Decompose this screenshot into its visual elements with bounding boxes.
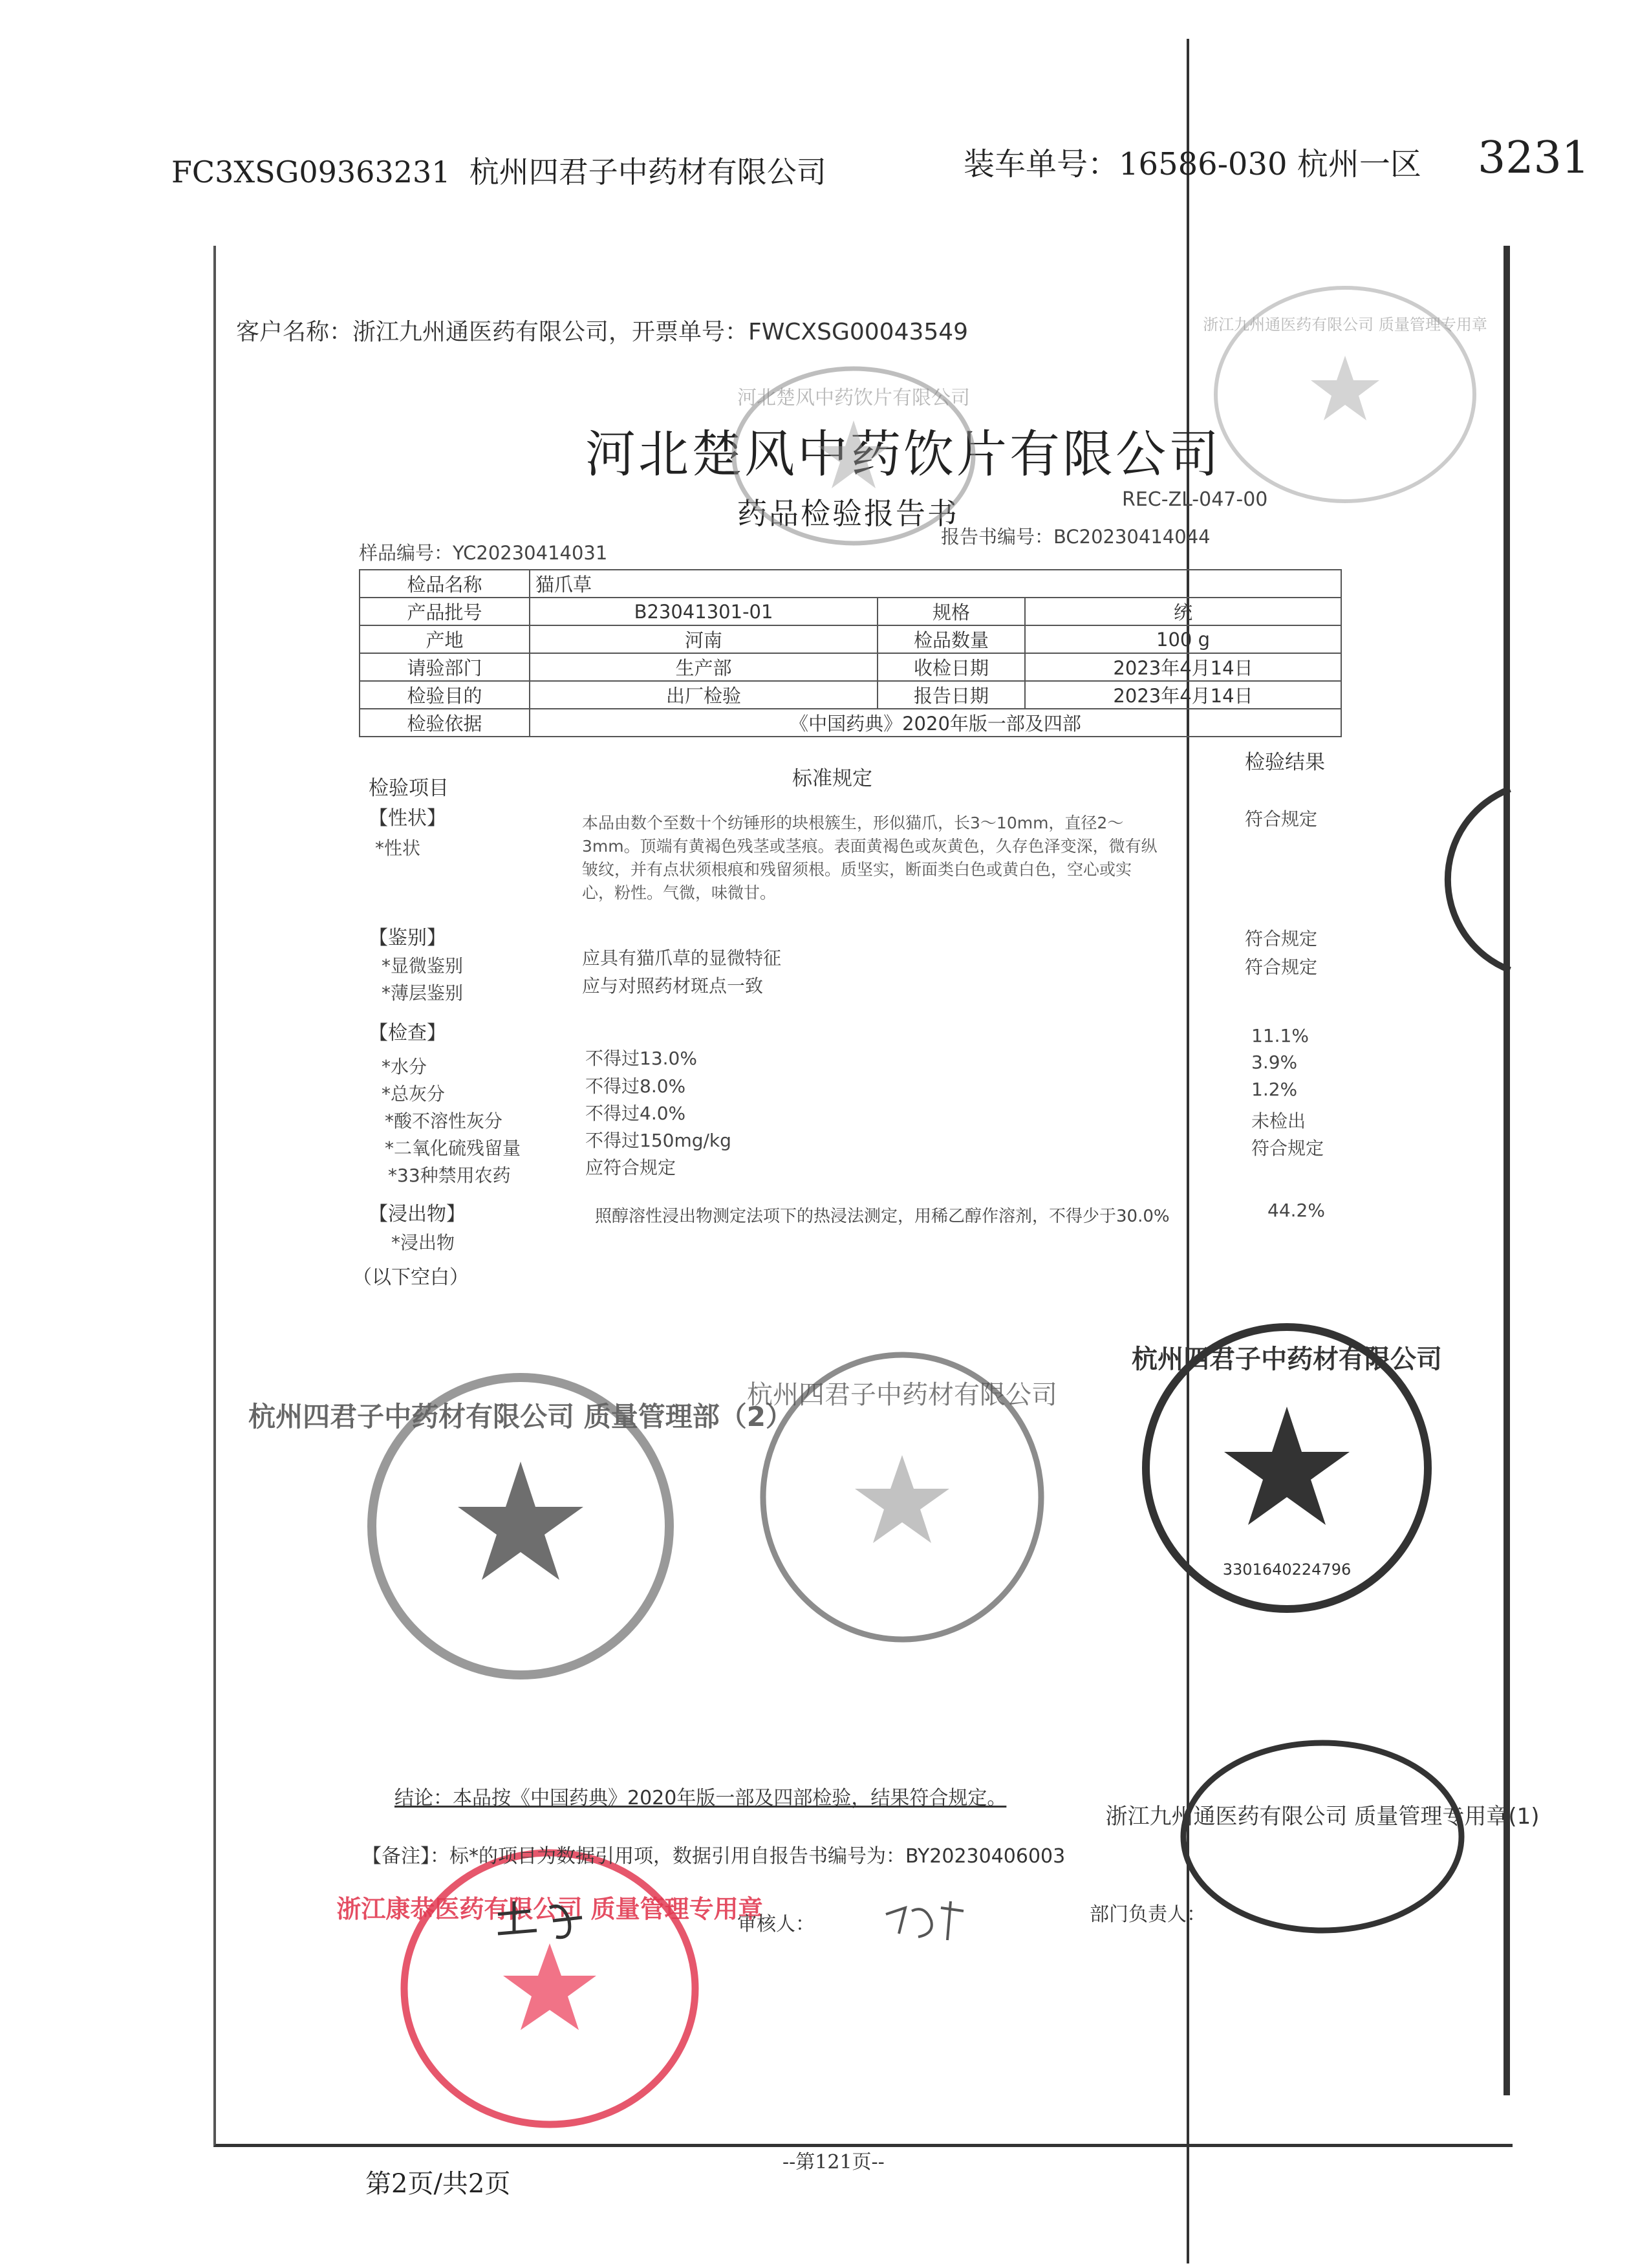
blank-note: （以下空白） [352,1266,469,1289]
report-date-value: 2023年4月14日 [1025,681,1341,709]
acid-ash-standard: 不得过4.0% [585,1103,686,1124]
traits-standard-line: 心，粉性。气微，味微甘。 [582,883,777,902]
section-traits: 【性状】 [369,807,446,830]
scan-page-number: --第121页-- [782,2151,885,2174]
micro-standard: 应具有猫爪草的显微特征 [582,947,782,969]
edge-stamp-fragment [1481,783,1510,977]
traits-standard-line: 3mm。顶端有黄褐色残茎或茎痕。表面黄褐色或灰黄色，久存色泽变深，微有纵 [582,837,1158,856]
remark: 【备注】：标*的项目为数据引用项，数据引用自报告书编号为：BY20230406003 [362,1845,1066,1868]
right-company-stamp [1132,1316,1442,1620]
standard-column-header: 标准规定 [792,767,872,790]
report-number: 报告书编号：BC20230414044 [941,526,1211,548]
origin-label: 产地 [360,625,530,653]
item-column-header: 检验项目 [369,777,449,800]
water-result: 11.1% [1251,1025,1309,1046]
pesticide-standard: 应符合规定 [585,1157,676,1178]
right-stamp-code: 3301640224796 [1222,1561,1352,1579]
customer-line: 客户名称：浙江九州通医药有限公司，开票单号：FWCXSG00043549 [236,319,969,345]
header-left [171,149,826,191]
report-company: 河北楚风中药饮片有限公司 [585,426,1222,484]
origin-value: 河南 [530,625,878,653]
reviewer-signature [879,1895,976,1947]
extract-standard: 照醇溶性浸出物测定法项下的热浸法测定，用稀乙醇作溶剂，不得少于30.0% [595,1207,1170,1226]
inspector-signature [491,1895,588,1947]
extract-item: *浸出物 [391,1232,455,1253]
red-stamp-text: 浙江康恭医药有限公司 质量管理专用章 [336,1895,763,1923]
ash-result: 3.9% [1251,1052,1298,1073]
traits-result: 符合规定 [1245,808,1318,830]
acid-ash-item: *酸不溶性灰分 [385,1110,503,1132]
loading-label: 装车单号： [964,146,1119,182]
form-code: REC-ZL-047-00 [1122,488,1268,511]
traits-item: *性状 [375,837,421,859]
page-number: 第2页/共2页 [365,2169,511,2199]
report-title: 药品检验报告书 [737,496,959,531]
so2-standard: 不得过150mg/kg [585,1130,731,1151]
purpose-label: 检验目的 [360,681,530,709]
top-center-stamp [724,359,983,553]
middle-company-stamp [747,1345,1057,1649]
recv-date-label: 收检日期 [878,653,1025,681]
left-quality-stamp [248,1365,793,1688]
conclusion: 结论：本品按《中国药典》2020年版一部及四部检验，结果符合规定。 [394,1787,1007,1809]
batch-value: B23041301-01 [530,598,878,625]
result-column-header: 检验结果 [1245,751,1325,774]
info-table [359,569,1342,737]
qty-value: 100 g [1025,625,1341,653]
bottom-right-stamp-text: 浙江九州通医药有限公司 质量管理专用章(1) [1105,1804,1540,1830]
top-right-stamp [1203,278,1487,511]
tlc-item: *薄层鉴别 [382,982,464,1004]
dept-head-label: 部门负责人： [1090,1903,1206,1926]
water-standard: 不得过13.0% [585,1048,697,1069]
area: 杭州一区 [1297,146,1421,182]
right-stamp-text: 杭州四君子中药材有限公司 [1132,1345,1442,1374]
spec-label: 规格 [878,598,1025,625]
table-row [360,570,1341,598]
recv-date-value: 2023年4月14日 [1025,653,1341,681]
reviewer-label: 审核人： [737,1913,815,1936]
so2-item: *二氧化硫残留量 [385,1138,521,1159]
name-value: 猫爪草 [530,570,1341,598]
batch-label: 产品批号 [360,598,530,625]
top-center-stamp-text: 河北楚风中药饮片有限公司 [737,387,970,409]
traits-standard-line: 皱纹，并有点状须根痕和残留须根。质坚实，断面类白色或黄白色，空心或实 [582,860,1132,879]
basis-value: 《中国药典》2020年版一部及四部 [530,709,1341,737]
table-row [360,625,1341,653]
ash-standard: 不得过8.0% [585,1075,686,1097]
ash-item: *总灰分 [382,1083,446,1105]
table-row [360,709,1341,737]
section-inspection: 【检查】 [369,1022,446,1044]
water-item: *水分 [382,1056,427,1077]
report-date-label: 报告日期 [878,681,1025,709]
so2-result: 未检出 [1251,1110,1306,1132]
top-right-stamp-text: 浙江九州通医药有限公司 质量管理专用章 [1203,316,1487,334]
qty-label: 检品数量 [878,625,1025,653]
purpose-value: 出厂检验 [530,681,878,709]
header-right [964,139,1421,184]
basis-label: 检验依据 [360,709,530,737]
section-extract: 【浸出物】 [369,1203,466,1226]
left-stamp-text: 杭州四君子中药材有限公司 质量管理部（2） [248,1401,793,1432]
acid-ash-result: 1.2% [1251,1079,1298,1100]
name-label: 检品名称 [360,570,530,598]
pesticide-result: 符合规定 [1251,1138,1324,1159]
dept-label: 请验部门 [360,653,530,681]
loading-no: 16586-030 [1119,146,1288,182]
tlc-standard: 应与对照药材斑点一致 [582,975,764,997]
micro-item: *显微鉴别 [382,955,464,977]
extract-result: 44.2% [1267,1200,1325,1221]
traits-standard [582,812,1209,905]
dept-value: 生产部 [530,653,878,681]
header-company: 杭州四君子中药材有限公司 [469,155,826,189]
doc-code: FC3XSG09363231 [171,155,451,189]
traits-standard-line: 本品由数个至数十个纺锤形的块根簇生，形似猫爪，长3～10mm，直径2～ [582,814,1124,832]
middle-stamp-text: 杭州四君子中药材有限公司 [747,1380,1057,1410]
table-row [360,653,1341,681]
pesticide-item: *33种禁用农药 [388,1165,511,1186]
table-row [360,681,1341,709]
spec-value: 统 [1025,598,1341,625]
ident-result: 符合规定 [1245,928,1318,949]
table-row [360,598,1341,625]
sample-number: 样品编号：YC20230414031 [359,542,608,564]
micro-result: 符合规定 [1245,956,1318,978]
section-identification: 【鉴别】 [369,927,446,949]
sequence-number: 3231 [1478,133,1590,184]
